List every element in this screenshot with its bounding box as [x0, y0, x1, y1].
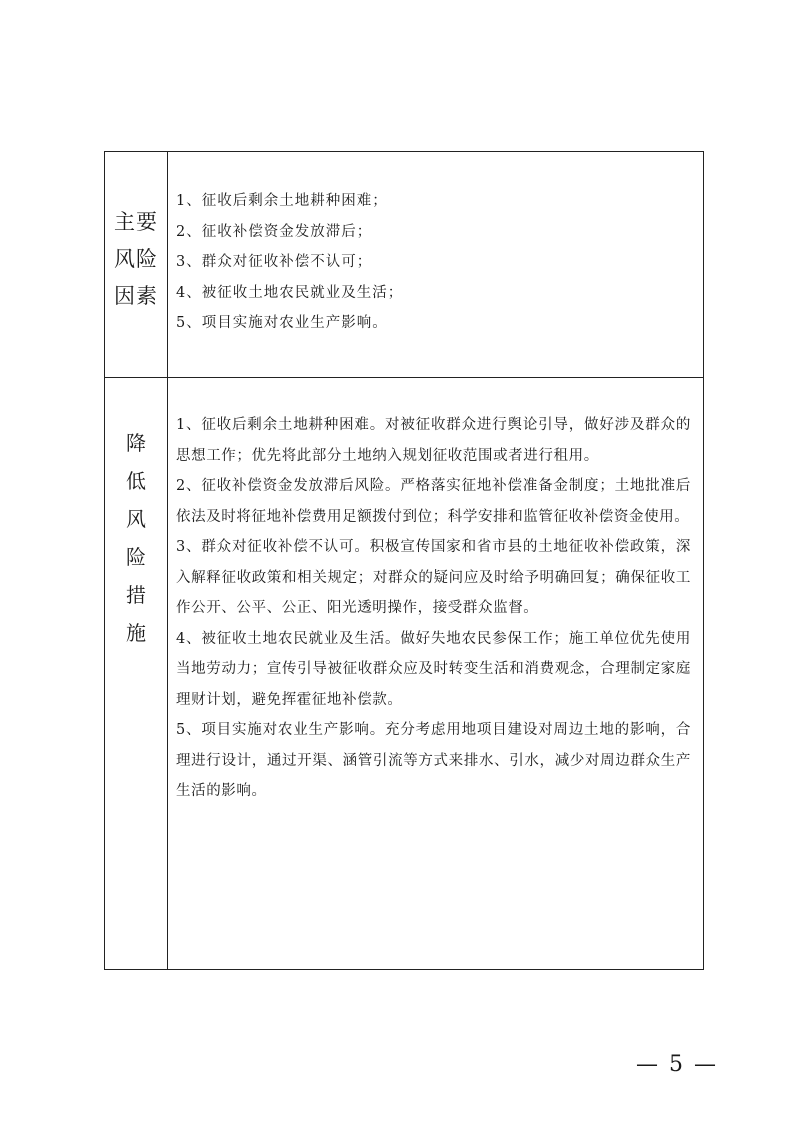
label-char: 施 — [126, 621, 146, 645]
risk-assessment-table — [104, 151, 704, 970]
risk-reduction-measures-label — [105, 424, 167, 652]
risk-factor-item: 4、被征收土地农民就业及生活； — [176, 284, 404, 301]
label-line: 风险 — [114, 247, 158, 271]
risk-reduction-measures-row — [105, 378, 703, 969]
label-char: 低 — [126, 469, 146, 493]
main-risk-factors-label — [105, 204, 167, 315]
main-risk-factors-content-cell — [168, 152, 703, 377]
risk-factor-item: 5、项目实施对农业生产影响。 — [176, 315, 388, 331]
main-risk-factors-label-cell — [105, 152, 168, 377]
risk-factor-item: 2、征收补偿资金发放滞后； — [176, 223, 373, 240]
label-char: 措 — [126, 583, 146, 607]
risk-factor-item: 1、征收后剩余土地耕种困难； — [176, 193, 388, 209]
label-char: 险 — [126, 545, 146, 569]
risk-factor-item: 3、群众对征收补偿不认可； — [176, 254, 373, 270]
measure-paragraph: 1、征收后剩余土地耕种困难。对被征收群众进行舆论引导，做好涉及群众的思想工作；优先将此部分土地纳入规划征收范围或者进行租用。 — [176, 417, 691, 464]
measure-paragraph: 5、项目实施对农业生产影响。充分考虑用地项目建设对周边土地的影响，合理进行设计，通过开渠、涵管引流等方式来排水、引水，减少对周边群众生产生活的影响。 — [176, 722, 691, 799]
label-char: 降 — [126, 431, 146, 455]
measure-paragraph: 3、群众对征收补偿不认可。积极宣传国家和省市县的土地征收补偿政策，深入解释征收政策和相关规定；对群众的疑问应及时给予明确回复；确保征收工作公开、公平、公正、阳光透明操作，接受群众监督。 — [176, 539, 691, 616]
label-char: 风 — [126, 507, 146, 531]
measure-paragraph: 2、征收补偿资金发放滞后风险。严格落实征地补偿准备金制度；土地批准后依法及时将征地补偿费用足额拨付到位；科学安排和监管征收补偿资金使用。 — [176, 478, 691, 525]
label-line: 因素 — [114, 284, 158, 308]
label-line: 主要 — [114, 210, 158, 234]
risk-reduction-measures-content-cell — [168, 378, 703, 969]
measures-text — [176, 410, 691, 807]
measure-paragraph: 4、被征收土地农民就业及生活。做好失地农民参保工作；施工单位优先使用当地劳动力；宣传引导被征收群众应及时转变生活和消费观念，合理制定家庭理财计划，避免挥霍征地补偿款。 — [176, 630, 691, 708]
risk-factor-list — [176, 186, 691, 339]
risk-reduction-measures-label-cell — [105, 378, 168, 969]
main-risk-factors-row — [105, 152, 703, 378]
page-number: — 5 — — [636, 1052, 718, 1077]
